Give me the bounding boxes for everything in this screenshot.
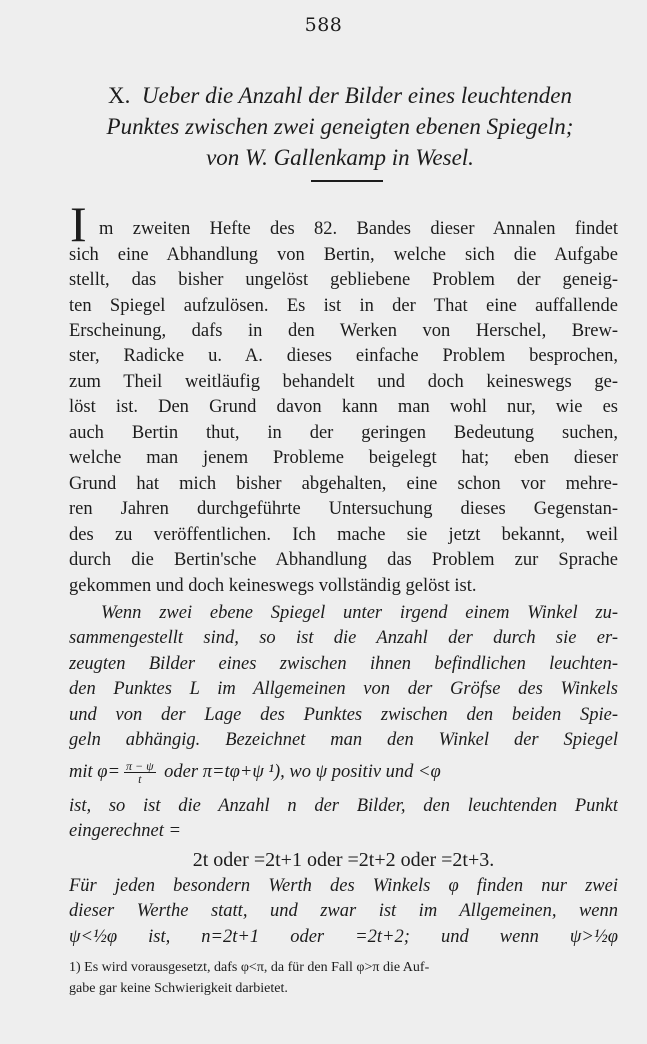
formula-suffix: oder π=tφ+ψ ¹), wo ψ positiv und <φ — [164, 762, 441, 782]
theorem-line: den Punktes L im Allgemeinen von der Gröfse des Winkels — [69, 679, 618, 699]
article-title — [40, 80, 640, 173]
fraction-denominator: t — [138, 772, 142, 787]
body-line: ren Jahren durchgeführte Untersuchung dieses Gegenstan- — [69, 499, 618, 519]
theorem-line: eingerechnet = — [69, 821, 181, 841]
title-line-1-text: Ueber die Anzahl der Bilder eines leuchtenden — [141, 83, 572, 108]
body-line: Erscheinung, dafs in den Werken von Herschel, Brew- — [69, 321, 618, 341]
footnote — [69, 957, 618, 999]
body-line: sich eine Abhandlung von Bertin, welche sich die Aufgabe — [69, 245, 618, 265]
theorem-line: sammengestellt sind, so ist die Anzahl der durch sie er- — [69, 628, 618, 648]
footnote-line-1: 1) Es wird vorausgesetzt, dafs φ<π, da für den Fall φ>π die Auf- — [69, 960, 430, 975]
body-line: auch Bertin thut, in der geringen Bedeutung suchen, — [69, 423, 618, 443]
body-line: Grund hat mich bisher abgehalten, eine schon vor mehre- — [69, 474, 618, 494]
body-line: stellt, das bisher ungelöst gebliebene Problem der geneig- — [69, 270, 618, 290]
body-line: ten Spiegel aufzulösen. Es ist in der That eine auffallende — [69, 296, 618, 316]
body-line: gekommen und doch keineswegs vollständig gelöst ist. — [69, 576, 477, 596]
body-line: ster, Radicke u. A. dieses einfache Problem besprochen, — [69, 346, 618, 366]
theorem-line: dieser Werthe statt, und zwar ist im Allgemeinen, wenn — [69, 901, 618, 921]
body-line: durch die Bertin'sche Abhandlung das Problem zur Sprache — [69, 550, 618, 570]
theorem-line: Für jeden besondern Werth des Winkels φ finden nur zwei — [69, 876, 618, 896]
dropcap: I — [70, 196, 87, 252]
body-line: m zweiten Hefte des 82. Bandes dieser Annalen findet — [99, 219, 618, 239]
body-line: des zu veröffentlichen. Ich mache sie jetzt bekannt, weil — [69, 525, 618, 545]
formula-prefix: mit φ= — [69, 762, 120, 782]
footnote-line-2: gabe gar keine Schwierigkeit darbietet. — [69, 981, 288, 996]
body-line: löst ist. Den Grund davon kann man wohl nur, wie es — [69, 397, 618, 417]
theorem-line: geln abhängig. Bezeichnet man den Winkel der Spiegel — [69, 730, 618, 750]
theorem-line: und von der Lage des Punktes zwischen den beiden Spie- — [69, 705, 618, 725]
body-line: welche man jenem Probleme beigelegt hat; eben dieser — [69, 448, 618, 468]
title-line-3: von W. Gallenkamp in Wesel. — [206, 145, 474, 170]
fraction — [124, 760, 156, 785]
theorem-line: ist, so ist die Anzahl n der Bilder, den leuchtenden Punkt — [69, 796, 618, 816]
fraction-numerator: π − ψ — [125, 759, 154, 774]
title-number: X. — [108, 83, 131, 108]
formula-line — [69, 758, 618, 786]
body-line: zum Theil weitläufig behandelt und doch keineswegs ge- — [69, 372, 618, 392]
title-line-1 — [40, 80, 640, 111]
title-divider — [311, 180, 383, 182]
theorem-line: zeugten Bilder eines zwischen ihnen befindlichen leuchten- — [69, 654, 618, 674]
centered-formula: 2t oder =2t+1 oder =2t+2 oder =2t+3. — [192, 849, 495, 871]
theorem-line: ψ<½φ ist, n=2t+1 oder =2t+2; und wenn ψ>½φ — [69, 927, 618, 947]
page-number: 588 — [304, 14, 343, 36]
title-line-2: Punktes zwischen zwei geneigten ebenen Spiegeln; — [106, 114, 574, 139]
theorem-line: Wenn zwei ebene Spiegel unter irgend einem Winkel zu- — [101, 603, 618, 623]
